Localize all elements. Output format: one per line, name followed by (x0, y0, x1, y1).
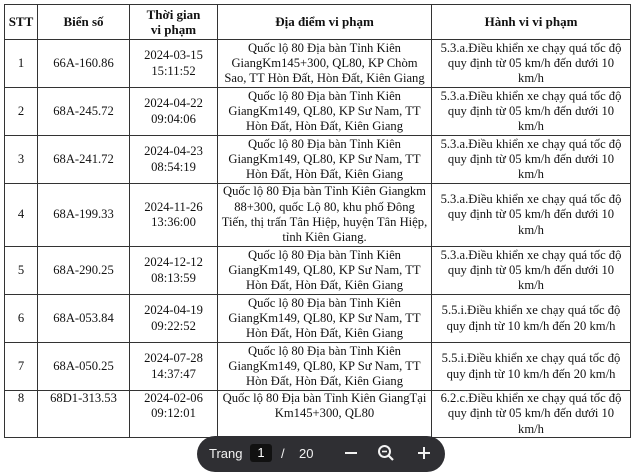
cell-plate: 68A-053.84 (38, 295, 130, 343)
cell-stt: 8 (5, 391, 38, 438)
page-separator: / (281, 446, 285, 461)
cell-plate: 68A-050.25 (38, 343, 130, 391)
cell-stt: 3 (5, 136, 38, 184)
table-row (5, 88, 631, 136)
plus-icon (417, 446, 431, 460)
cell-plate: 66A-160.86 (38, 40, 130, 88)
cell-place: Quốc lộ 80 Địa bàn Tỉnh Kiên GiangTại Km145+300, QL80 (218, 391, 432, 438)
cell-place: Quốc lộ 80 Địa bàn Tỉnh Kiên GiangKm149, QL80, KP Sư Nam, TT Hòn Đất, Hòn Đất, Kiên Giang (218, 88, 432, 136)
cell-place: Quốc lộ 80 Địa bàn Tỉnh Kiên GiangKm149, QL80, KP Sư Nam, TT Hòn Đất, Hòn Đất, Kiên Giang (218, 247, 432, 295)
cell-place: Quốc lộ 80 Địa bàn Tỉnh Kiên GiangKm149, QL80, KP Sư Nam, TT Hòn Đất, Hòn Đất, Kiên Giang (218, 136, 432, 184)
cell-date: 2024-04-19 (144, 303, 203, 318)
table-row (5, 343, 631, 391)
cell-date: 2024-11-26 (144, 199, 203, 214)
cell-clock: 08:54:19 (151, 159, 196, 174)
table-row (5, 295, 631, 343)
cell-plate: 68A-241.72 (38, 136, 130, 184)
header-place: Địa điểm vi phạm (218, 5, 432, 40)
cell-place: Quốc lộ 80 Địa bàn Tỉnh Kiên GiangKm149, QL80, KP Sư Nam, TT Hòn Đất, Hòn Đất, Kiên Giang (218, 295, 432, 343)
cell-act: 5.5.i.Điều khiển xe chạy quá tốc độ quy định từ 10 km/h đến 20 km/h (432, 343, 631, 391)
cell-clock: 13:36:00 (151, 215, 196, 229)
table-row (5, 136, 631, 184)
cell-clock: 09:12:01 (151, 406, 196, 421)
cell-clock: 09:22:52 (151, 318, 196, 333)
cell-act: 5.3.a.Điều khiển xe chạy quá tốc độ quy định từ 05 km/h đến dưới 10 km/h (432, 184, 631, 247)
header-time (130, 5, 218, 40)
cell-stt: 7 (5, 343, 38, 391)
cell-date: 2024-04-23 (144, 144, 203, 159)
cell-date: 2024-03-15 (144, 48, 203, 63)
cell-clock: 08:13:59 (151, 270, 196, 285)
cell-plate: 68A-199.33 (38, 184, 130, 247)
cell-time (130, 40, 218, 88)
cell-act: 5.5.i.Điều khiển xe chạy quá tốc độ quy định từ 10 km/h đến 20 km/h (432, 295, 631, 343)
cell-act: 6.2.c.Điều khiển xe chạy quá tốc độ quy định từ 05 km/h đến dưới 10 km/h (432, 391, 631, 438)
cell-time (130, 343, 218, 391)
magnifier-icon (377, 444, 395, 462)
zoom-out-button[interactable] (339, 441, 363, 465)
cell-date: 2024-07-28 (144, 351, 203, 366)
cell-act: 5.3.a.Điều khiển xe chạy quá tốc độ quy định từ 05 km/h đến dưới 10 km/h (432, 40, 631, 88)
pdf-viewer-toolbar (197, 436, 445, 472)
cell-time (130, 295, 218, 343)
cell-stt: 6 (5, 295, 38, 343)
cell-stt: 2 (5, 88, 38, 136)
violations-table (4, 4, 631, 438)
cell-place: Quốc lộ 80 Địa bàn Tỉnh Kiên GiangKm145+300, QL80, KP Chòm Sao, TT Hòn Đất, Hòn Đất, Kiên Giang (218, 40, 432, 88)
cell-time (130, 136, 218, 184)
page-label: Trang (209, 446, 243, 461)
cell-place: Quốc lộ 80 Địa bàn Tỉnh Kiên Giangkm 88+300, quốc Lộ 80, khu phố Đông Tiến, thị trấn Tân Hiệp, huyện Tân Hiệp, tỉnh Kiên Giang. (218, 184, 432, 247)
zoom-button[interactable] (374, 441, 398, 465)
cell-act: 5.3.a.Điều khiển xe chạy quá tốc độ quy định từ 05 km/h đến dưới 10 km/h (432, 88, 631, 136)
cell-clock: 15:11:52 (151, 63, 196, 78)
cell-date: 2024-02-06 (144, 391, 203, 405)
total-pages: 20 (299, 446, 314, 461)
header-stt: STT (5, 5, 38, 40)
table-row (5, 40, 631, 88)
cell-plate: 68A-290.25 (38, 247, 130, 295)
cell-time (130, 88, 218, 136)
table-row (5, 247, 631, 295)
cell-date: 2024-04-22 (144, 96, 203, 111)
cell-time (130, 184, 218, 247)
cell-stt: 4 (5, 184, 38, 247)
cell-time (130, 247, 218, 295)
table-header-row (5, 5, 631, 40)
cell-act: 5.3.a.Điều khiển xe chạy quá tốc độ quy định từ 05 km/h đến dưới 10 km/h (432, 247, 631, 295)
cell-clock: 14:37:47 (151, 366, 196, 381)
header-time-line1: Thời gian (146, 6, 201, 22)
table-row (5, 391, 631, 438)
zoom-in-button[interactable] (412, 441, 436, 465)
table-row (5, 184, 631, 247)
minus-icon (344, 446, 358, 460)
cell-act: 5.3.a.Điều khiển xe chạy quá tốc độ quy định từ 05 km/h đến dưới 10 km/h (432, 136, 631, 184)
current-page-input[interactable]: 1 (250, 444, 272, 462)
cell-place: Quốc lộ 80 Địa bàn Tỉnh Kiên GiangKm149, QL80, KP Sư Nam, TT Hòn Đất, Hòn Đất, Kiên Giang (218, 343, 432, 391)
header-plate: Biển số (38, 5, 130, 40)
cell-stt: 5 (5, 247, 38, 295)
cell-plate: 68A-245.72 (38, 88, 130, 136)
cell-plate: 68D1-313.53 (38, 391, 130, 438)
header-act: Hành vi vi phạm (432, 5, 631, 40)
cell-stt: 1 (5, 40, 38, 88)
cell-date: 2024-12-12 (144, 255, 203, 270)
cell-clock: 09:04:06 (151, 111, 196, 126)
header-time-line2: vi phạm (150, 22, 197, 37)
cell-time (130, 391, 218, 438)
